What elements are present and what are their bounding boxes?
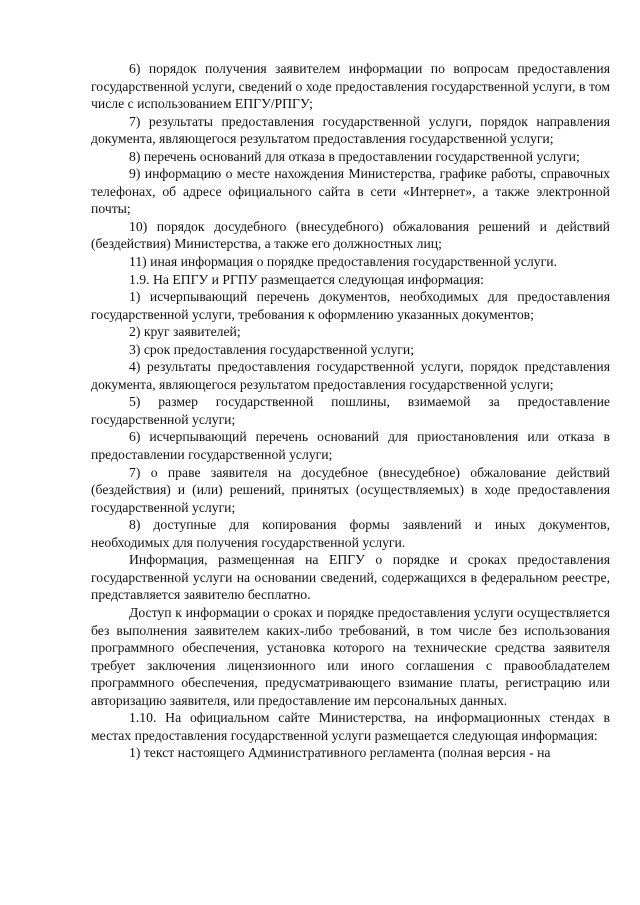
paragraph: 10) порядок досудебного (внесудебного) обжалования решений и действий (бездействия) Министерства, а также его должностных лиц; (91, 218, 610, 252)
paragraph: 7) результаты предоставления государственной услуги, порядок направления документа, являющегося результатом предоставления государственной услуги; (91, 113, 610, 147)
paragraph: 8) перечень оснований для отказа в предоставлении государственной услуги; (129, 148, 580, 164)
section-heading-1-9: 1.9. На ЕПГУ и РГПУ размещается следующая информация: (129, 271, 484, 287)
paragraph: 9) информацию о месте нахождения Министерства, графике работы, справочных телефонах, об адресе официального сайта в сети «Интернет», а также электронной почты; (91, 166, 610, 217)
paragraph: Информация, размещенная на ЕПГУ о порядке и сроках предоставления государственной услуги на основании сведений, содержащихся в федеральном реестре, представляется заявителю бесплатно. (91, 552, 610, 603)
paragraph: Доступ к информации о сроках и порядке предоставления услуги осуществляется без выполнения заявителем каких-либо требований, в том числе без использования программного обеспечения, установка которого на технические средства заявителя требует заключения лицензионного или иного соглашения с правообладателем программного обеспечения, предусматривающего взимание платы, регистрацию или авторизацию заявителя, или предоставление им персональных данных. (91, 604, 610, 708)
paragraph: 6) исчерпывающий перечень оснований для приостановления или отказа в предоставлении государственной услуги; (91, 429, 610, 463)
paragraph: 5) размер государственной пошлины, взимаемой за предоставление государственной услуги; (91, 394, 610, 427)
paragraph: 2) круг заявителей; (129, 324, 241, 340)
paragraph: 6) порядок получения заявителем информации по вопросам предоставления государственной услуги, сведений о ходе предоставления государственной услуги, в том числе с использованием ЕПГУ/РПГУ; (91, 61, 610, 112)
paragraph: 8) доступные для копирования формы заявлений и иных документов, необходимых для получения государственной услуги. (91, 517, 610, 550)
paragraph: 1) текст настоящего Административного регламента (полная версия - на (129, 745, 551, 761)
paragraph: 1) исчерпывающий перечень документов, необходимых для предоставления государственной услуги, требования к оформлению указанных документов; (91, 289, 610, 322)
document-body (91, 60, 610, 762)
paragraph: 4) результаты предоставления государственной услуги, порядок представления документа, являющегося результатом предоставления государственной услуги; (91, 359, 610, 392)
section-heading-1-10: 1.10. На официальном сайте Министерства, на информационных стендах в местах предоставления государственной услуги размещается следующая информация: (91, 710, 610, 743)
paragraph: 3) срок предоставления государственной услуги; (129, 341, 415, 357)
paragraph: 11) иная информация о порядке предоставления государственной услуги. (129, 254, 557, 270)
paragraph: 7) о праве заявителя на досудебное (внесудебное) обжалование действий (бездействия) и (или) решений, принятых (осуществляемых) в ходе предоставления государственной услуги; (91, 464, 610, 515)
